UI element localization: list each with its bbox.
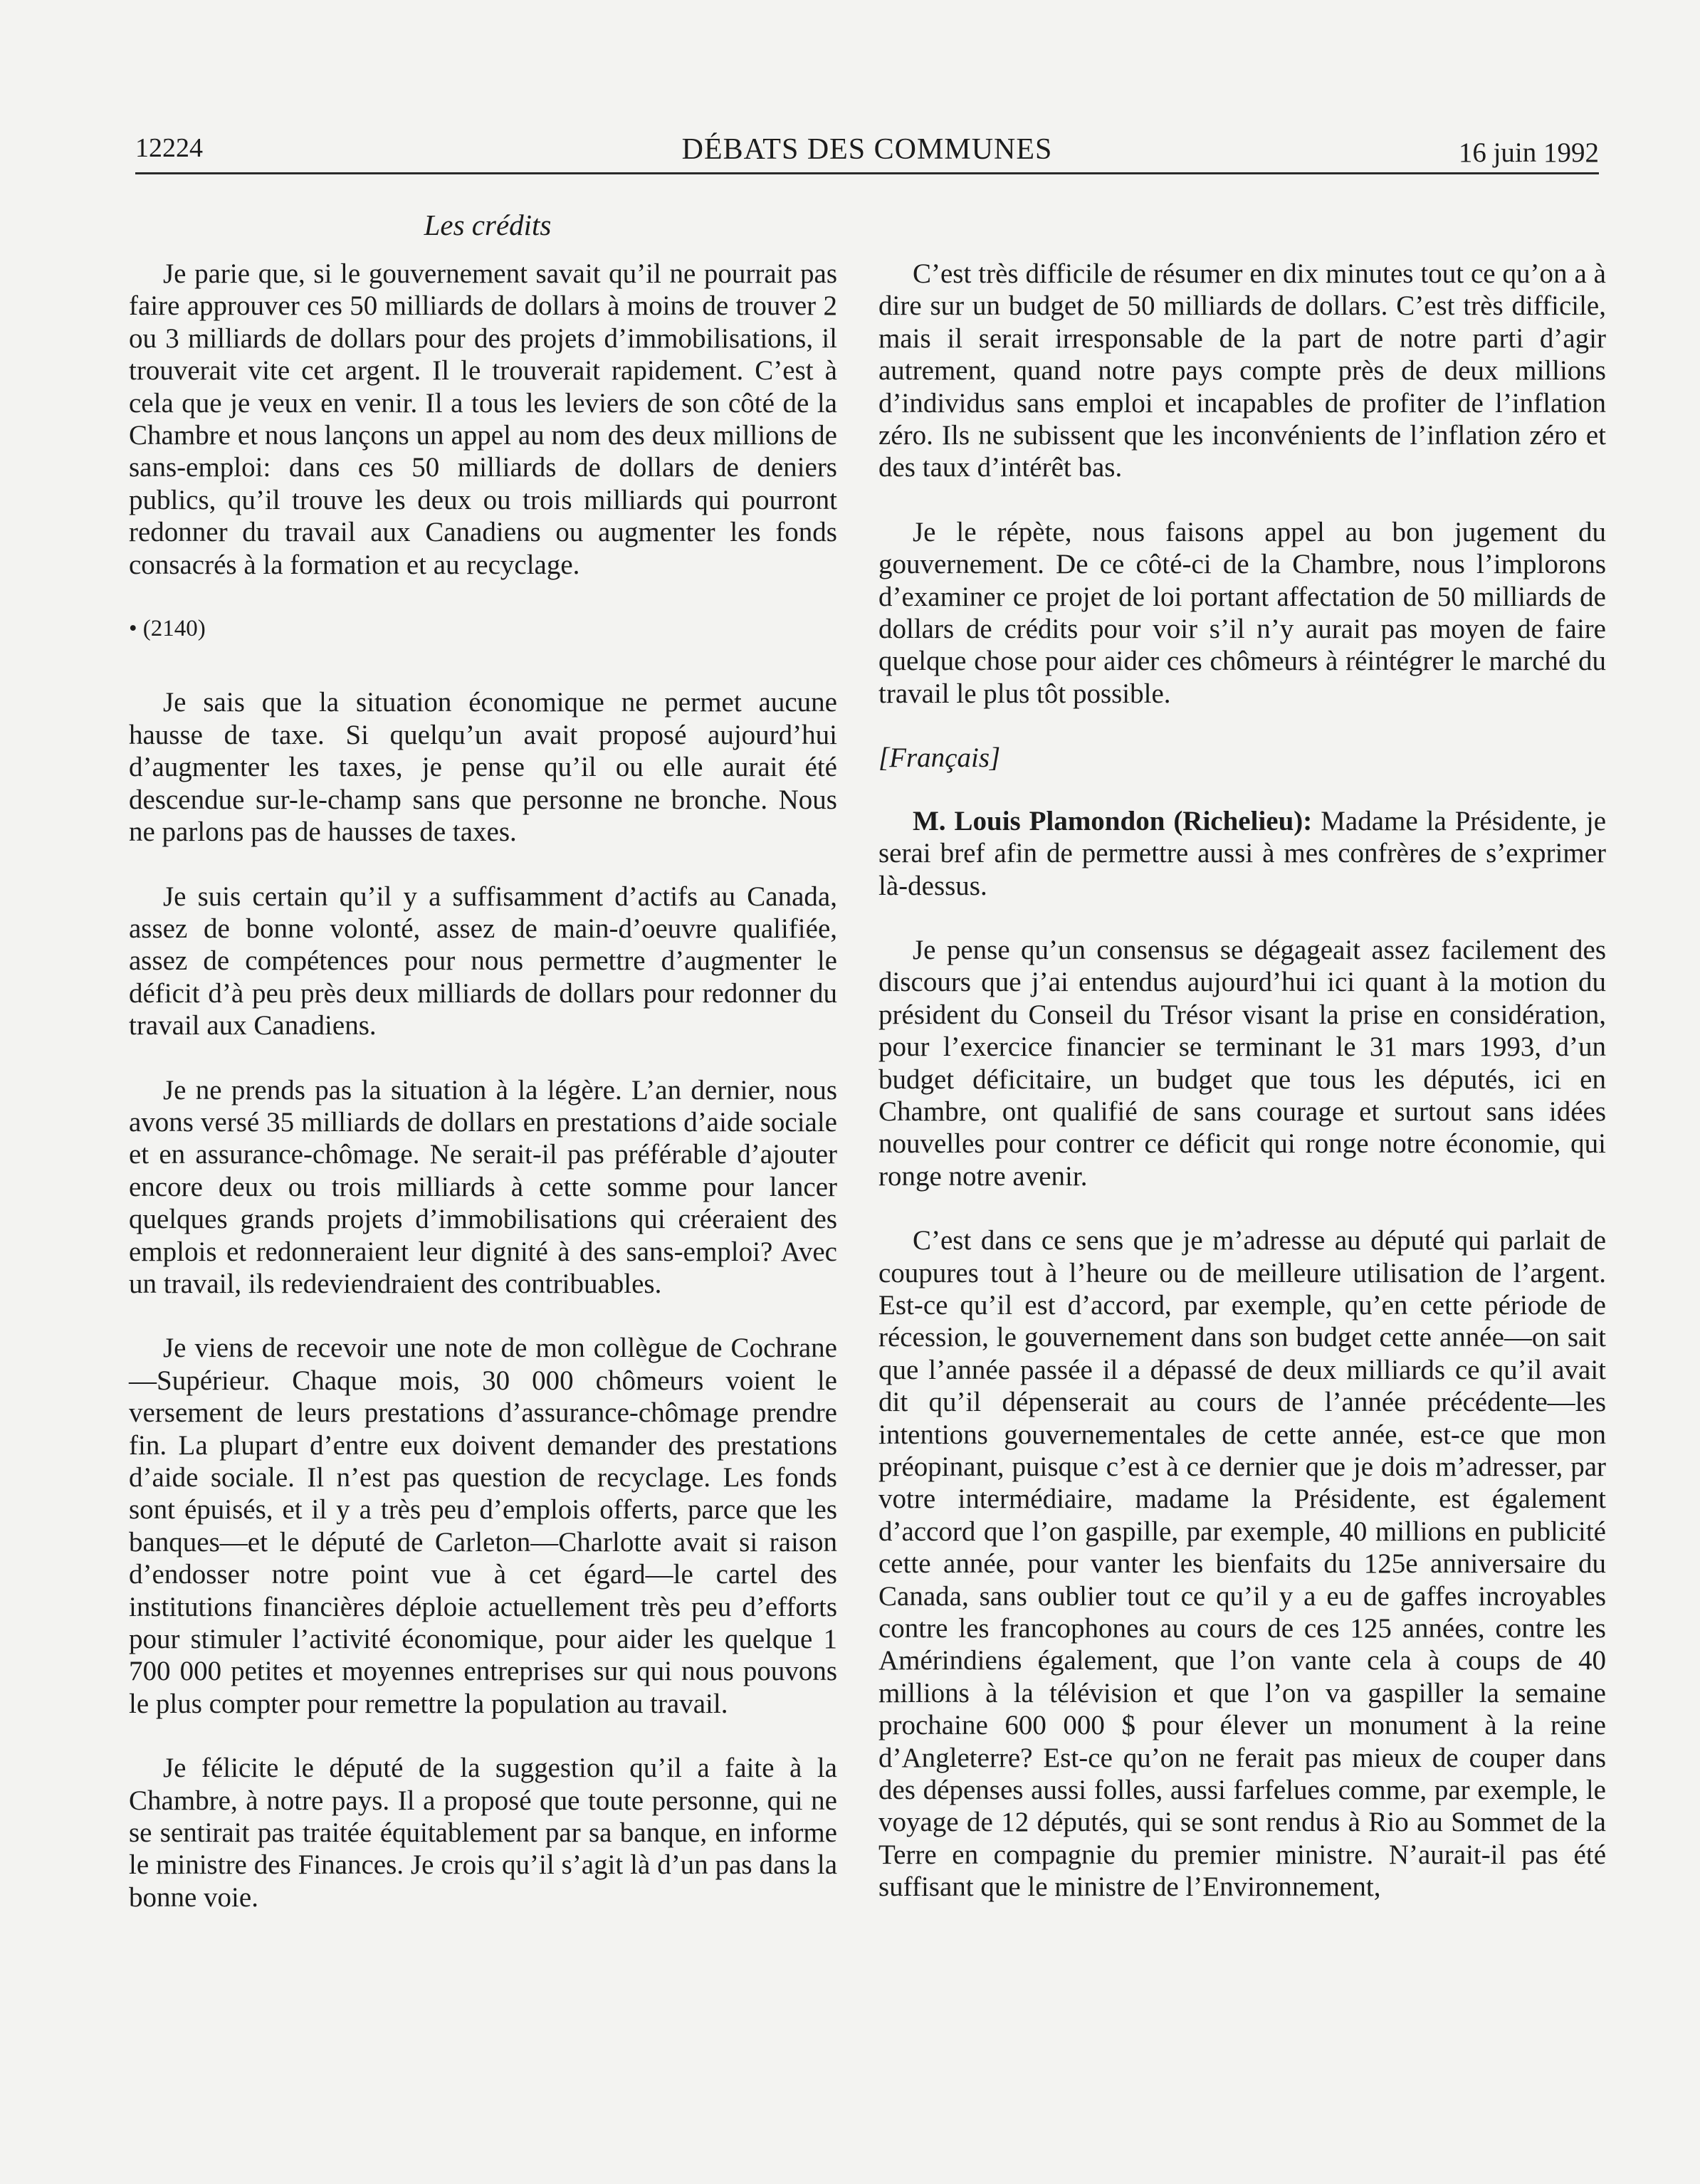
- right-column: [878, 258, 1606, 1936]
- speech-text: Madame la Présidente, je serai bref afin de permettre aussi à mes confrères de s’exprimer là-dessus.: [878, 805, 1607, 901]
- speaker-paragraph: [878, 805, 1606, 902]
- paragraph: Je le répète, nous faisons appel au bon jugement du gouvernement. De ce côté-ci de la Chambre, nous l’implorons d’examiner ce projet de loi portant affectation de 50 milliards de dollars de crédits pour voir s’il n’y aurait pas moyen de faire quelque chose pour aider ces chômeurs à réintégrer le marché du travail le plus tôt possible.: [878, 516, 1606, 709]
- paragraph: Je ne prends pas la situation à la légère. L’an dernier, nous avons versé 35 milliards de dollars en prestations d’aide sociale et en assurance-chômage. Ne serait-il pas préférable d’ajouter encore deux ou trois milliards à cette somme pour lancer quelques grands projets d’immobilisations qui créeraient des emplois et redonneraient leur dignité à des sans-emploi? Avec un travail, ils redeviendraient des contribuables.: [129, 1074, 837, 1299]
- paragraph: Je suis certain qu’il y a suffisamment d’actifs au Canada, assez de bonne volonté, assez de main-d’oeuvre qualifiée, assez de compétences pour nous permettre d’augmenter le déficit d’à peu près deux milliards de dollars pour redonner du travail aux Canadiens.: [129, 881, 837, 1041]
- speaker-name: M. Louis Plamondon (Richelieu):: [913, 805, 1313, 836]
- time-marker: • (2140): [129, 616, 206, 642]
- page-header: [135, 132, 1599, 172]
- paragraph: C’est très difficile de résumer en dix minutes tout ce qu’on a à dire sur un budget de 50 milliards de dollars. C’est très difficile, mais il serait irresponsable de la part de notre parti d’agir autrement, quand notre pays compte près de deux millions d’individus sans emploi et incapables de profiter de l’inflation zéro. Ils ne subissent que les inconvénients de l’inflation zéro et des taux d’intérêt bas.: [878, 258, 1606, 483]
- page-number: 12224: [135, 133, 203, 163]
- paragraph: Je pense qu’un consensus se dégageait assez facilement des discours que j’ai entendus aujourd’hui ici quant à la motion du président du Conseil du Trésor visant la prise en considération, pour l’exercice financier se terminant le 31 mars 1993, d’un budget déficitaire, un budget que tous les députés, ici en Chambre, ont qualifié de sans courage et surtout sans idées nouvelles pour contrer ce déficit qui ronge notre économie, qui ronge notre avenir.: [878, 934, 1606, 1192]
- paragraph: Je parie que, si le gouvernement savait qu’il ne pourrait pas faire approuver ces 50 milliards de dollars à moins de trouver 2 ou 3 milliards de dollars pour des projets d’immobilisations, il trouverait vite cet argent. Il le trouverait rapidement. C’est à cela que je veux en venir. Il a tous les leviers de son côté de la Chambre et nous lançons un appel au nom des deux millions de sans-emploi: dans ces 50 milliards de dollars de deniers publics, qu’il trouve les deux ou trois milliards qui pourront redonner du travail aux Canadiens ou augmenter les fonds consacrés à la formation et au recyclage.: [129, 258, 837, 580]
- publication-title: DÉBATS DES COMMUNES: [681, 133, 1053, 166]
- header-rule: [135, 172, 1599, 174]
- sitting-date: 16 juin 1992: [1458, 137, 1599, 168]
- left-column: [129, 258, 837, 1946]
- running-title: Les crédits: [424, 209, 552, 241]
- paragraph: Je félicite le député de la suggestion qu’il a faite à la Chambre, à notre pays. Il a proposé que toute personne, qui ne se sentirait pas traitée équitablement par sa banque, en informe le ministre des Finances. Je crois qu’il s’agit là d’un pas dans la bonne voie.: [129, 1753, 837, 1913]
- paragraph: C’est dans ce sens que je m’adresse au député qui parlait de coupures tout à l’heure ou de meilleure utilisation de l’argent. Est-ce qu’il est d’accord, par exemple, qu’en cette période de récession, le gouvernement dans son budget cette année—on sait que l’année passée il a dépassé de deux milliards ce qu’il avait dit qu’il dépenserait au cours de l’année précédente—les intentions gouvernementales de cette année, est-ce que mon préopinant, puisque c’est à ce dernier que je dois m’adresser, par votre intermédiaire, madame la Présidente, est également d’accord que l’on gaspille, par exemple, 40 millions en publicité cette année, pour vanter les bienfaits du 125e anniversaire du Canada, sans oublier tout ce qu’il y a eu de gaffes incroyables contre les francophones au cours de ces 125 années, contre les Amérindiens également, que l’on vante cela à coups de 40 millions à la télévision et que l’on va gaspiller la semaine prochaine 600 000 $ pour élever un monument à la reine d’Angleterre? Est-ce qu’on ne ferait pas mieux de couper dans des dépenses aussi folles, aussi farfelues comme, par exemple, le voyage de 12 députés, qui se sont rendus à Rio au Sommet de la Terre en compagnie du premier ministre. N’aurait-il pas été suffisant que le ministre de l’Environnement,: [878, 1225, 1606, 1903]
- paragraph: Je sais que la situation économique ne permet aucune hausse de taxe. Si quelqu’un avait proposé aujourd’hui d’augmenter les taxes, je pense qu’il ou elle aurait été descendue sur-le-champ sans que personne ne bronche. Nous ne parlons pas de hausses de taxes.: [129, 687, 837, 848]
- paragraph: Je viens de recevoir une note de mon collègue de Cochrane—Supérieur. Chaque mois, 30 000 chômeurs voient le versement de leurs prestations d’assurance-chômage prendre fin. La plupart d’entre eux doivent demander des prestations d’aide sociale. Il n’est pas question de recyclage. Les fonds sont épuisés, et il y a très peu d’emplois offerts, parce que les banques—et le député de Carleton—Charlotte avait si raison d’endosser notre point vue à cet égard—le cartel des institutions financières déploie actuellement très peu d’efforts pour stimuler l’activité économique, pour aider les quelque 1 700 000 petites et moyennes entreprises sur qui nous pouvons le plus compter pour remettre la population au travail.: [129, 1333, 837, 1719]
- language-marker: [Français]: [878, 742, 1001, 774]
